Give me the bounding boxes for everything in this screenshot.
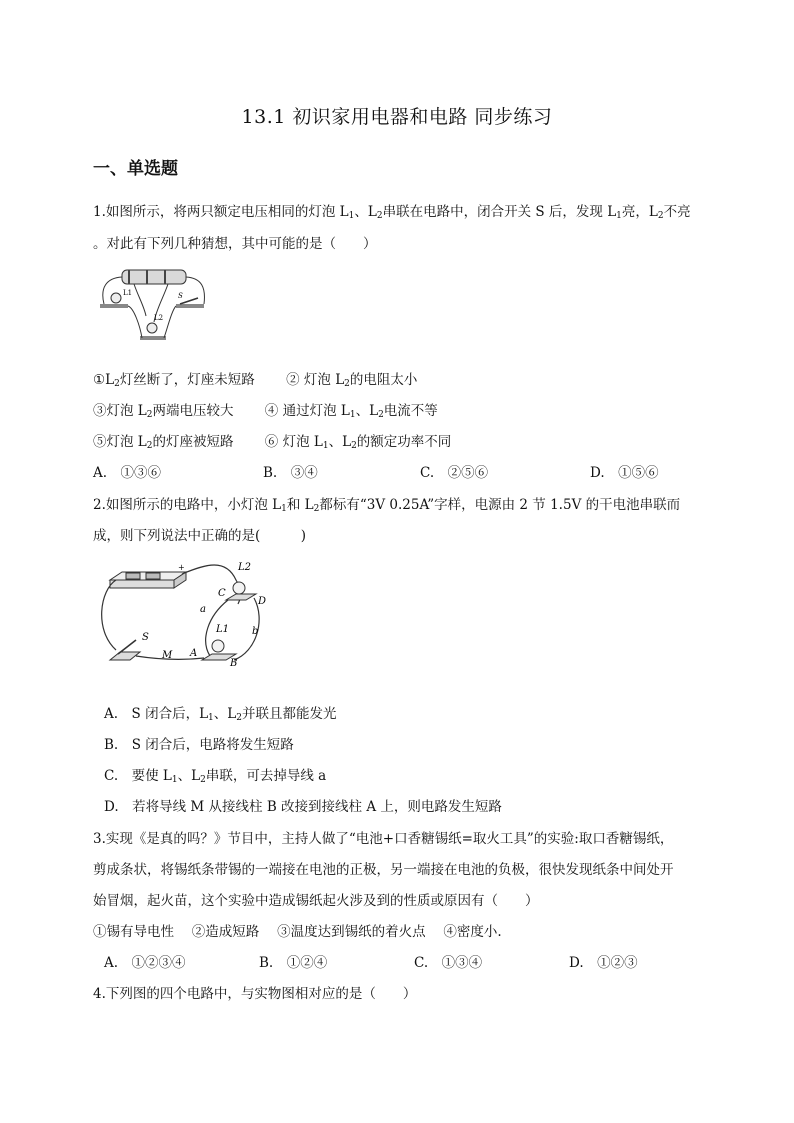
q3-facts: ①锡有导电性 ②造成短路 ③温度达到锡纸的着火点 ④密度小. — [93, 924, 502, 940]
q2-stem-line1: 2.如图所示的电路中，小灯泡 $L_1$和 $L_2$都标有“3V 0.25A”字样，电源由 2 节 1.5V 的干电池串联而 — [93, 497, 681, 514]
q3-option-b[interactable]: B. ①②④ — [259, 955, 328, 971]
wire-m-label: M — [162, 650, 173, 661]
terminal-d-label: D — [258, 596, 267, 607]
switch-label: S — [142, 632, 149, 643]
q3-option-a[interactable]: A. ①②③④ — [104, 955, 186, 971]
q2-option-b[interactable]: B. S 闭合后，电路将发生短路 — [104, 737, 294, 753]
battery-pack — [122, 270, 186, 284]
page-title: 13.1 初识家用电器和电路 同步练习 — [241, 106, 553, 128]
q1-guess-line1: $①L_2$灯丝断了，灯座未短路 ② 灯泡 $L_2$的电阻太小 — [93, 372, 418, 389]
q3-option-c[interactable]: C. ①③④ — [414, 955, 483, 971]
battery-box — [110, 572, 186, 588]
q3-stem-line2: 剪成条状，将锡纸条带锡的一端接在电池的正极，另一端接在电池的负极，很快发现纸条中间处开 — [93, 862, 674, 878]
terminal-a-label: A — [190, 648, 198, 659]
terminal-c-label: C — [218, 588, 226, 599]
section-heading: 一、单选题 — [93, 159, 178, 179]
q2-option-a[interactable]: A. S 闭合后，$L_1$、$L_2$并联且都能发光 — [104, 706, 337, 723]
q3-stem-line3: 始冒烟，起火苗，这个实验中造成锡纸起火涉及到的性质或原因有（ ） — [93, 893, 539, 909]
l2-label: L2 — [238, 562, 252, 573]
l1-base — [100, 304, 128, 308]
q1-circuit-figure — [98, 266, 210, 342]
q2-circuit-figure — [96, 560, 276, 672]
q1-stem-line1: 1.如图所示，将两只额定电压相同的灯泡 $L_1$、$L_2$串联在电路中，闭合开关 S 后，发现 $L_1$亮，$L_2$不亮 — [93, 204, 691, 221]
wire-a-label: a — [200, 604, 206, 615]
q3-stem-line1: 3.实现《是真的吗？》节目中，主持人做了“电池+口香糖锡纸=取火工具”的实验:取口香糖锡纸， — [93, 831, 674, 847]
q2-option-c[interactable]: C. 要使 $L_1$、$L_2$串联，可去掉导线 a — [104, 768, 327, 785]
switch-base — [110, 652, 140, 660]
q1-guess-line3: ⑤灯泡 $L_2$的灯座被短路 ⑥ 灯泡 $L_1$、$L_2$的额定功率不同 — [93, 434, 452, 451]
q1-option-c[interactable]: C. ②⑤⑥ — [420, 465, 489, 481]
q2-stem-line2: 成，则下列说法中正确的是( ) — [93, 528, 307, 544]
l2-bulb-icon — [233, 582, 245, 594]
q1-option-d[interactable]: D. ①⑤⑥ — [590, 465, 659, 481]
l2-base — [140, 336, 166, 340]
l2-label: L2 — [154, 314, 164, 322]
l1-label: L1 — [123, 289, 133, 297]
switch-label: S — [178, 292, 183, 300]
wire-b-label: b — [252, 626, 259, 637]
q1-guess-line2: ③灯泡 $L_2$两端电压较大 ④ 通过灯泡 $L_1$、$L_2$电流不等 — [93, 403, 438, 420]
q3-option-d[interactable]: D. ①②③ — [569, 955, 638, 971]
q4-stem: 4.下列图的四个电路中，与实物图相对应的是（ ） — [93, 986, 417, 1002]
q1-option-a[interactable]: A. ①③⑥ — [93, 465, 162, 481]
l1-bulb-icon — [111, 293, 121, 303]
q2-option-d[interactable]: D. 若将导线 M 从接线柱 B 改接到接线柱 A 上，则电路发生短路 — [104, 799, 502, 815]
switch-base — [176, 304, 204, 308]
q1-option-b[interactable]: B. ③④ — [263, 465, 318, 481]
l2-bulb-icon — [147, 323, 157, 333]
battery-plus-label: + — [178, 563, 185, 572]
l2-socket — [226, 594, 256, 600]
terminal-b-label: B — [230, 658, 238, 669]
l1-bulb-icon — [212, 640, 224, 652]
l1-label: L1 — [216, 624, 230, 635]
q1-stem-line2: 。对此有下列几种猜想，其中可能的是（ ） — [93, 236, 377, 252]
